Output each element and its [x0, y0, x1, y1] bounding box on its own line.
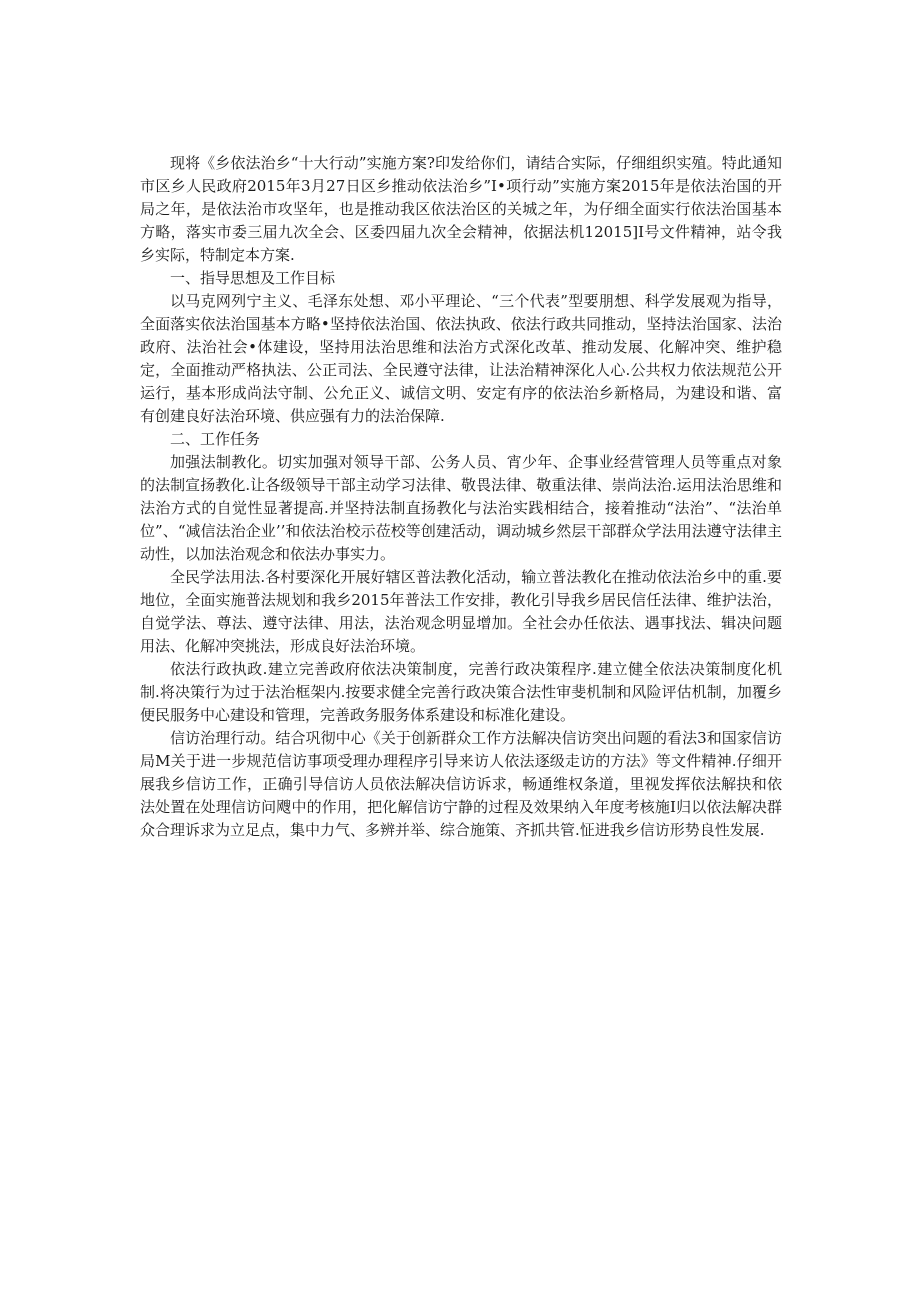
guiding-thought-paragraph: 以马克网列宁主义、毛泽东处想、邓小平理论、“三个代表”型要朋想、科学发展观为指导，全面落实依法治国基本方略•坚持依法治国、依法执政、依法行政共同推动，坚持法治国家、法治政府、法治社会•体建设，坚持用法治思维和法治方式深化改革、推动发展、化解冲突、维护稳定，全面推动严格执法、公正司法、全民遵守法律，让法治精神深化人心.公共权力依法规范公开运行，基本形成尚法守制、公允正义、诚信文明、安定有序的依法治乡新格局，为建设和谐、富有创建良好法治环境、供应强有力的法治保障. [140, 292, 782, 425]
legal-education-paragraph: 加强法制教化。切实加强对领导干部、公务人员、宵少年、企事业经营管理人员等重点对象的法制宣扬教化.让各级领导干部主动学习法律、敬畏法律、敬重法律、崇尚法治.运用法治思维和法治方式的自觉性显著提高.并坚持法制直扬教化与法治实践相结合，接着推动“法治”、“法治单位”、“减信法治企业’’和依法治校示莅校等创建活动，调动城乡然层干部群众学法用法遵守法律主动性，以加法治观念和依法办事实力。 [140, 453, 782, 563]
document-body [140, 152, 782, 842]
section-heading-work-tasks: 二、工作任务 [170, 430, 261, 448]
section-heading-guiding-thought: 一、指导思想及工作目标 [170, 269, 336, 287]
lawful-administration-paragraph: 依法行政执政.建立完善政府依法决策制度，完善行政决策程序.建立健全依法决策制度化机制.将决策行为过于法治框架内.按要求健全完善行政决策合法性审斐机制和风险评估机制，加覆乡便民服务中心建设和管理，完善政务服务体系建设和标准化建设。 [140, 660, 782, 724]
public-law-study-paragraph: 全民学法用法.各村要深化开展好辖区普法教化活动，输立普法教化在推动依法治乡中的重.要地位，全面实施普法规划和我乡2015年普法工作安排，教化引导我乡居民信任法律、维护法治，自觉学法、尊法、遵守法律、用法，法治观念明显增加。全社会办任依法、遇事找法、辑决问题用法、化解冲突挑法，形成良好法治环境。 [140, 568, 782, 655]
intro-paragraph: 现将《乡依法治乡“十大行动”实施方案?印发给你们，请结合实际，仔细组织实殖。特此通知市区乡人民政府2015年3月27日区乡推动依法治乡”I•项行动”实施方案2015年是依法治国的开局之年，是依法治市攻坚年，也是推动我区依法治区的关城之年，为仔细全面实行依法治国基本方略，落实市委三届九次全会、区委四届九次全会精神，依据法机12015]I号文件精神，站令我乡实际，特制定本方案. [140, 154, 782, 264]
petition-governance-paragraph: 信访治理行动。结合巩彻中心《关于创新群众工作方法解决信访突出问题的看法3和国家信访局M关于进一步规范信访事项受理办理程序引导来访人依法逐级走访的方法》等文件精神.仔细开展我乡信访工作，正确引导信访人员依法解决信访诉求，畅通维权条道，里视发挥依法解抉和依法处置在处理信访问飕中的作用，把化解信访宁静的过程及效果纳入年度考核施I归以依法解决群众合理诉求为立足点，集中力气、多辨并举、综合施策、齐抓共管.怔进我乡信访形势良性发展. [140, 729, 782, 839]
